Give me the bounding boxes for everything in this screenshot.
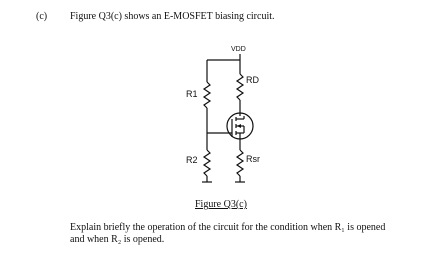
rsr-label: Rsr (246, 154, 260, 164)
r1-label: R1 (186, 89, 198, 99)
rd-label: RD (246, 75, 259, 85)
vdd-label: VDD (231, 46, 246, 53)
rsr-resistor (237, 150, 243, 176)
r2-label: R2 (186, 155, 198, 165)
channel-arrow (237, 124, 241, 128)
question-intro: Figure Q3(c) shows an E-MOSFET biasing circuit. (70, 11, 275, 22)
figure-caption: Figure Q3(c) (195, 199, 247, 210)
r1-resistor (204, 82, 210, 108)
question-body-line-2: and when R₂ is opened. (70, 234, 165, 245)
rd-resistor (237, 74, 243, 100)
question-label: (c) (36, 11, 48, 22)
question-body-line-1: Explain briefly the operation of the circuit for the condition when R₁ is opened (70, 222, 386, 233)
question-body (70, 222, 415, 246)
r2-resistor (204, 150, 210, 176)
